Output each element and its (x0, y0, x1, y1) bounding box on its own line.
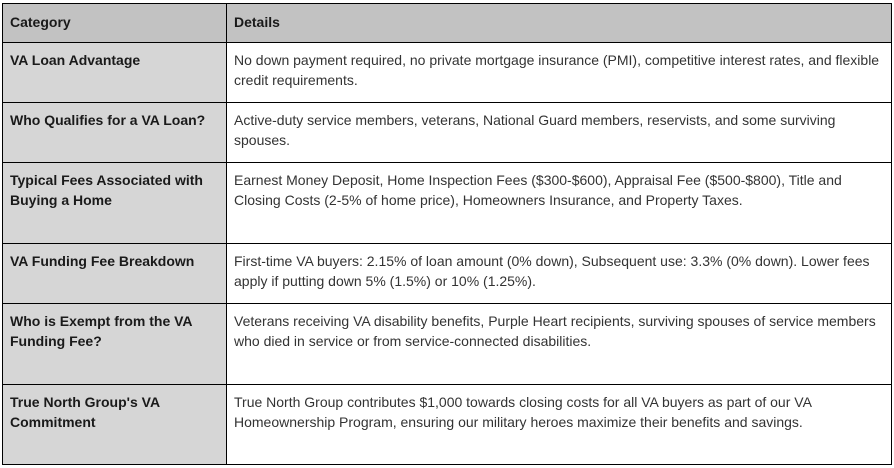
category-cell: Who Qualifies for a VA Loan? (3, 103, 227, 162)
table-row (3, 42, 891, 102)
table-row (3, 384, 891, 464)
category-cell: True North Group's VA Commitment (3, 385, 227, 464)
category-cell: VA Loan Advantage (3, 43, 227, 102)
details-cell: Earnest Money Deposit, Home Inspection Fees ($300-$600), Appraisal Fee ($500-$800), Title and Closing Costs (2-5% of home price), Homeowners Insurance, and Property Taxes. (227, 163, 891, 243)
table-row (3, 162, 891, 243)
va-loan-info-table (2, 3, 892, 465)
details-cell: True North Group contributes $1,000 towards closing costs for all VA buyers as part of our VA Homeownership Program, ensuring our military heroes maximize their benefits and savings. (227, 385, 891, 464)
column-header-category: Category (3, 4, 227, 42)
column-header-details: Details (227, 4, 891, 42)
table-row (3, 303, 891, 384)
category-cell: Who is Exempt from the VA Funding Fee? (3, 304, 227, 384)
category-cell: VA Funding Fee Breakdown (3, 244, 227, 303)
details-cell: Active-duty service members, veterans, National Guard members, reservists, and some surviving spouses. (227, 103, 891, 162)
details-cell: First-time VA buyers: 2.15% of loan amount (0% down), Subsequent use: 3.3% (0% down). Lower fees apply if putting down 5% (1.5%) or 10% (1.25%). (227, 244, 891, 303)
details-cell: Veterans receiving VA disability benefits, Purple Heart recipients, surviving spouses of service members who died in service or from service-connected disabilities. (227, 304, 891, 384)
table-header-row (3, 4, 891, 42)
table-row (3, 243, 891, 303)
table-row (3, 102, 891, 162)
category-cell: Typical Fees Associated with Buying a Home (3, 163, 227, 243)
details-cell: No down payment required, no private mortgage insurance (PMI), competitive interest rates, and flexible credit requirements. (227, 43, 891, 102)
